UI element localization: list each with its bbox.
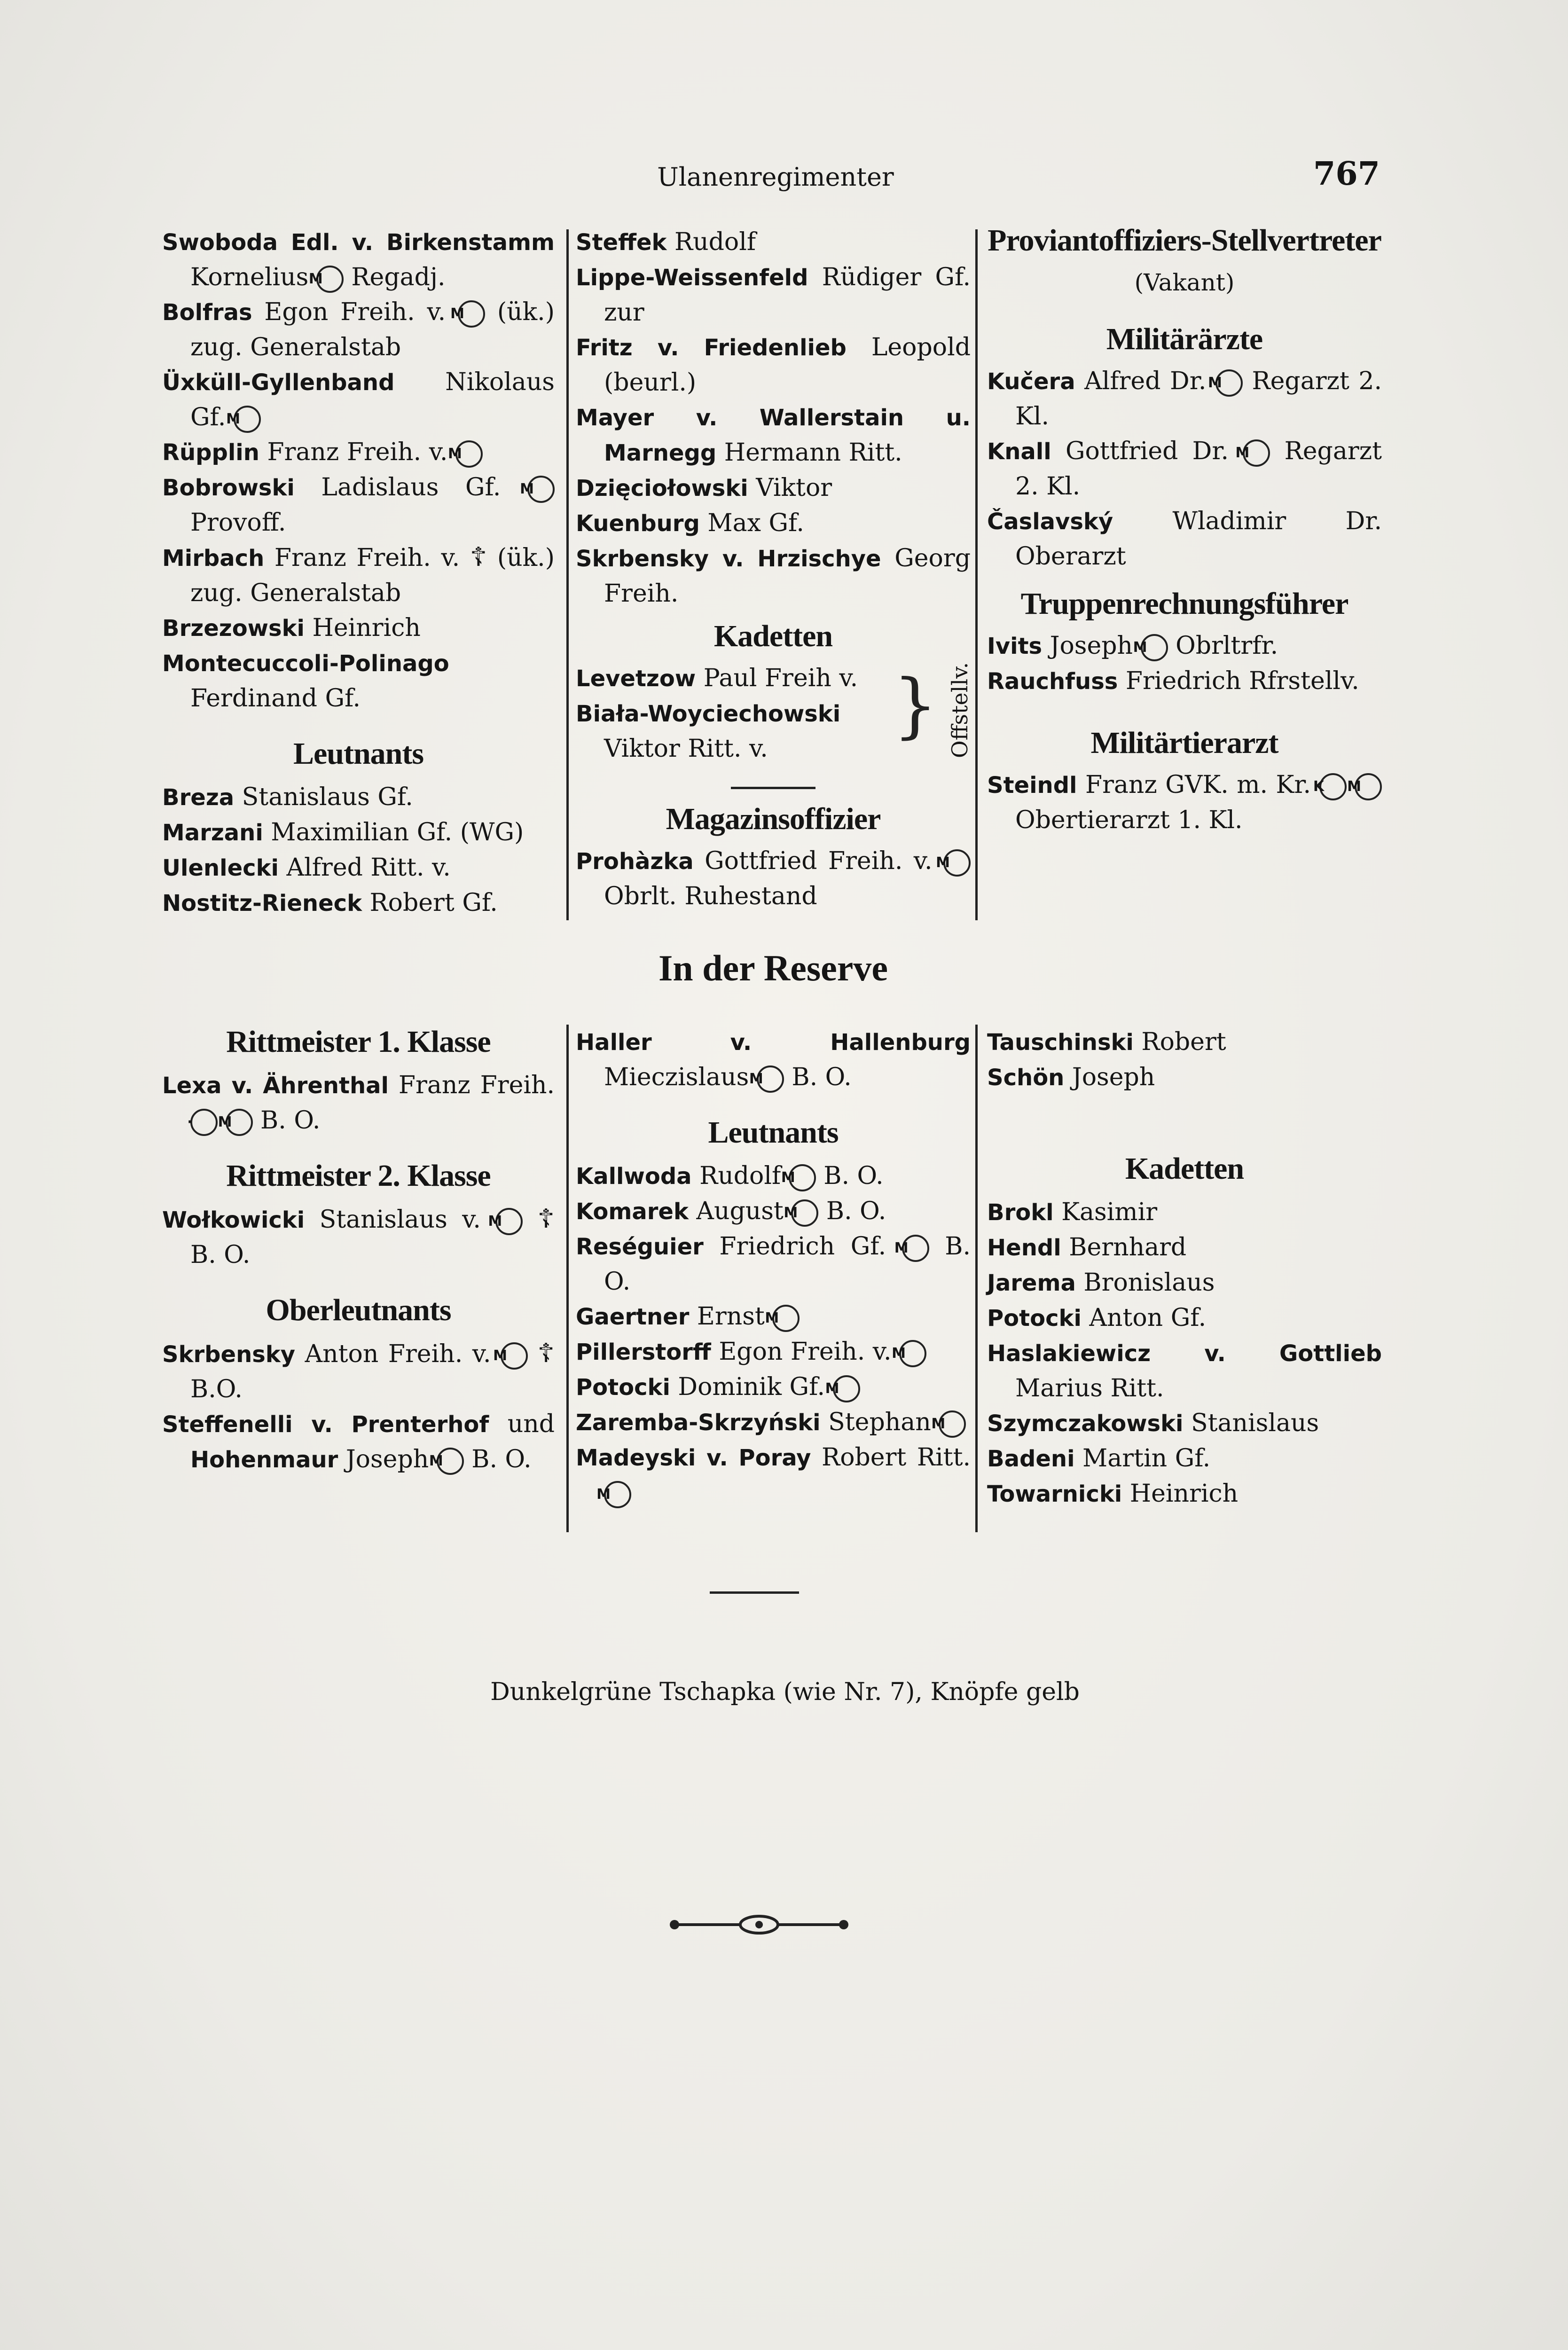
merit-icon: M (899, 1340, 926, 1367)
entry-haslakiewicz: Haslakiewicz v. Gottlieb Marius Ritt. (987, 1340, 1382, 1402)
reserve-column-rule-1 (566, 1025, 569, 1532)
merit-icon: M (226, 1109, 253, 1136)
section-heading-kadetten: Kadetten (713, 619, 833, 653)
merit-icon: M (939, 1410, 966, 1438)
merit-icon: M (437, 1448, 464, 1475)
section-heading-reserve-kadetten: Kadetten (1125, 1152, 1244, 1186)
merit-icon: M (234, 406, 261, 433)
merit-icon: M (1215, 369, 1243, 397)
entry-potocki-dominik: Potocki Dominik Gf. M (576, 1370, 971, 1405)
offstellv-label: Offstellv. (947, 662, 972, 759)
entry-bobrowski: Bobrowski Ladislaus Gf. M Provoff. (162, 470, 555, 540)
entry-hendl: Hendl Bernhard (987, 1233, 1187, 1261)
entry-towarnicki: Towarnicki Heinrich (987, 1480, 1239, 1508)
reserve-column-1 (162, 1025, 555, 1477)
merit-icon: M (833, 1375, 860, 1402)
section-heading-rittmeister-2: Rittmeister 2. Klasse (226, 1159, 491, 1193)
page-number: 767 (1313, 155, 1380, 193)
column-1 (162, 225, 555, 921)
entry-dzieciolowski: Dzięciołowski Viktor (576, 474, 832, 502)
entry-breza: Breza Stanislaus Gf. (162, 783, 413, 811)
entry-madeyski: Madeyski v. Poray Robert Ritt. M (576, 1440, 971, 1510)
entry-ivits: Ivits Joseph M Obrltrfr. (987, 628, 1382, 664)
entry-ulenlecki: Ulenlecki Alfred Ritt. v. (162, 854, 451, 882)
entry-knall: Knall Gottfried Dr. M Regarzt 2. Kl. (987, 437, 1382, 501)
column-rule-1 (566, 229, 569, 920)
merit-icon: M (455, 440, 483, 468)
entry-badeni: Badeni Martin Gf. (987, 1444, 1211, 1473)
section-heading-leutnants: Leutnants (293, 736, 424, 771)
entry-ruepplin: Rüpplin Franz Freih. v. M (162, 435, 555, 470)
entry-skrbensky-georg: Skrbensky v. Hrzischye Georg Freih. (576, 544, 971, 608)
section-heading-militaertierarzt: Militärtierarzt (1090, 726, 1278, 760)
section-heading-militaeraerzte: Militärärzte (1106, 322, 1263, 356)
cross-icon: ☦ (537, 1204, 555, 1234)
entry-biala: Biała-Woyciechowski Viktor Ritt. v. (576, 701, 841, 763)
entry-bolfras: Bolfras Egon Freih. v. M (ük.) zug. Generalstab (162, 298, 555, 361)
entry-steindl: Steindl Franz GVK. m. Kr. K M Obertierarzt 1. Kl. (987, 768, 1382, 838)
k-mark-icon: K (1319, 773, 1347, 800)
vakant-note: (Vakant) (1134, 269, 1235, 296)
entry-prohazka: Prohàzka Gottfried Freih. v. M Obrlt. Ruhestand (576, 844, 971, 914)
entry-steffek: Steffek Rudolf (576, 228, 756, 256)
section-heading-proviant: Proviantoffiziers-Stellvertreter (988, 223, 1381, 258)
merit-icon: M (757, 1065, 784, 1093)
section-heading-magazinsoffizier: Magazinsoffizier (666, 802, 881, 836)
entry-komarek: Komarek August M B. O. (576, 1194, 971, 1229)
cross-icon: ☦ (470, 542, 487, 572)
entry-pillerstorff: Pillerstorff Egon Freih. v. M (576, 1334, 971, 1370)
merit-icon: M (772, 1305, 800, 1332)
entry-lexa: Lexa v. Ährenthal Franz Freih. · M B. O. (162, 1068, 555, 1138)
merit-icon: M (791, 1199, 818, 1227)
separator-rule (731, 787, 815, 789)
brace: } (893, 665, 938, 746)
entry-swoboda: Swoboda Edl. v. Birkenstamm Kornelius M Regadj. (162, 225, 555, 295)
entry-potocki-anton: Potocki Anton Gf. (987, 1304, 1207, 1332)
merit-icon: M (1355, 773, 1382, 800)
entry-mirbach: Mirbach Franz Freih. v. ☦ (ük.) zug. Generalstab (162, 542, 555, 607)
reserve-column-rule-2 (975, 1025, 978, 1532)
entry-brokl: Brokl Kasimir (987, 1198, 1158, 1226)
merit-icon: M (1141, 634, 1168, 661)
merit-icon: M (789, 1164, 816, 1191)
entry-tauschinski: Tauschinski Robert (987, 1028, 1226, 1056)
entry-kallwoda: Kallwoda Rudolf M B. O. (576, 1159, 971, 1194)
entry-lippe: Lippe-Weissenfeld Rüdiger Gf. zur (576, 263, 971, 327)
entry-haller: Haller v. Hallenburg Mieczislaus M B. O. (576, 1025, 971, 1095)
merit-icon: M (458, 300, 485, 328)
merit-icon: M (316, 266, 344, 293)
ornament-icon (665, 1906, 853, 1943)
entry-reseguier: Reséguier Friedrich Gf. M B. O. (576, 1232, 971, 1296)
entry-nostitz: Nostitz-Rieneck Robert Gf. (162, 889, 498, 917)
entry-kucera: Kučera Alfred Dr. M Regarzt 2. Kl. (987, 367, 1382, 431)
section-heading-rittmeister-1: Rittmeister 1. Klasse (226, 1025, 491, 1059)
entry-uexkuell: Üxküll-Gyllenband Nikolaus Gf. M (162, 365, 555, 435)
entry-jarema: Jarema Bronislaus (987, 1269, 1215, 1297)
section-heading-oberleutnants: Oberleutnants (266, 1293, 451, 1327)
entry-skrbensky-anton: Skrbensky Anton Freih. v. M ☦ B.O. (162, 1338, 555, 1403)
entry-wolkowicki: Wołkowicki Stanislaus v. M ☦ B. O. (162, 1204, 555, 1269)
entry-mayer: Mayer v. Wallerstain u. Marnegg Hermann Ritt. (576, 405, 971, 467)
entry-zaremba: Zaremba-Skrzyński Stephan M (576, 1405, 971, 1440)
merit-icon: M (902, 1235, 929, 1262)
merit-icon: M (1243, 439, 1270, 467)
entry-marzani: Marzani Maximilian Gf. (WG) (162, 818, 524, 846)
circle-dot-icon: · (190, 1109, 218, 1136)
column-rule-2 (975, 229, 978, 920)
merit-icon: M (495, 1208, 523, 1235)
entry-brzezowski: Brzezowski Heinrich (162, 614, 421, 642)
entry-rauchfuss: Rauchfuss Friedrich Rfrstellv. (987, 667, 1359, 695)
column-3 (987, 225, 1382, 838)
column-2 (576, 225, 971, 914)
section-heading-truppenrechnungsfuehrer: Truppenrechnungsführer (1020, 587, 1348, 621)
separator-rule (710, 1591, 799, 1594)
entry-steffenelli: Steffenelli v. Prenterhof und Hohenmaur Joseph M B. O. (162, 1407, 555, 1477)
entry-gaertner: Gaertner Ernst M (576, 1299, 971, 1334)
entry-kuenburg: Kuenburg Max Gf. (576, 509, 804, 537)
entry-caslavsky: Časlavský Wladimir Dr. Oberarzt (987, 507, 1382, 571)
merit-icon: M (604, 1481, 631, 1508)
entry-szymczakowski: Szymczakowski Stanislaus (987, 1409, 1319, 1437)
merit-icon: M (943, 849, 971, 877)
kadetten-group (576, 661, 971, 766)
entry-levetzow: Levetzow Paul Freih v. (576, 664, 858, 692)
reserve-column-2 (576, 1025, 971, 1510)
entry-fritz: Fritz v. Friedenlieb Leopold (beurl.) (576, 333, 971, 397)
running-head: Ulanenregimenter (657, 162, 894, 192)
merit-icon: M (501, 1342, 528, 1370)
entry-schoen: Schön Joseph (987, 1063, 1155, 1091)
reserve-column-3 (987, 1025, 1382, 1512)
uniform-note: Dunkelgrüne Tschapka (wie Nr. 7), Knöpfe gelb (490, 1678, 1080, 1706)
reserve-heading: In der Reserve (658, 948, 888, 988)
section-heading-reserve-leutnants: Leutnants (708, 1115, 839, 1150)
entry-montecuccoli: Montecuccoli-Polinago Ferdinand Gf. (162, 650, 449, 713)
merit-icon: M (527, 476, 555, 503)
cross-icon: ☦ (537, 1338, 555, 1369)
